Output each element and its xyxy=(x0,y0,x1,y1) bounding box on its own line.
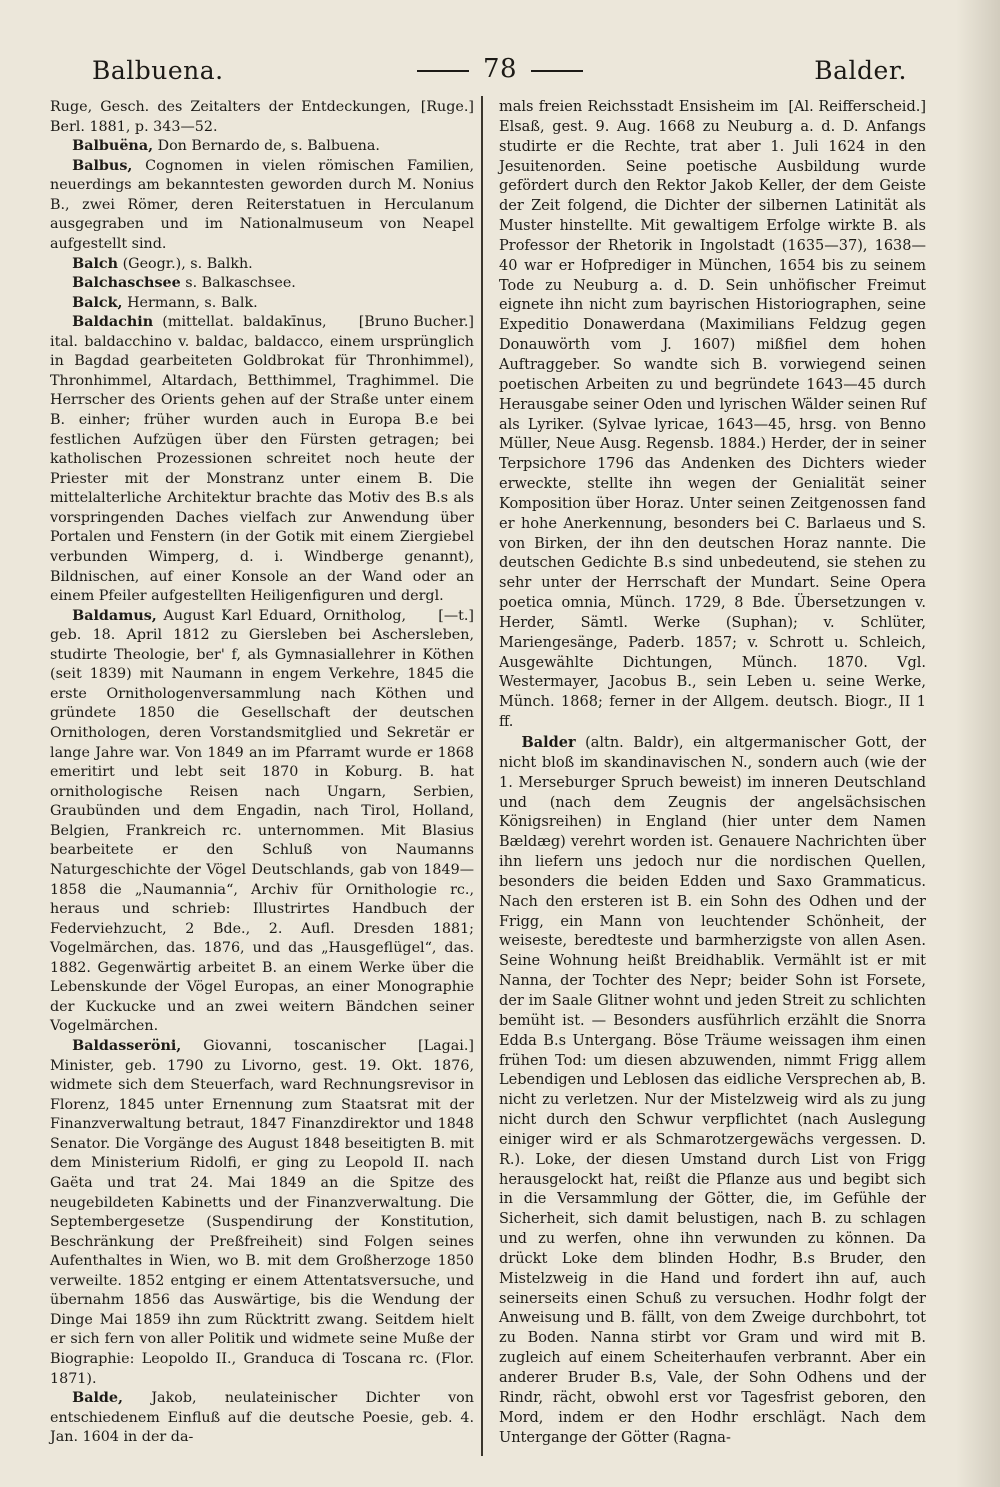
running-head-left: Balbuena. xyxy=(92,56,224,85)
running-head-right: Balder. xyxy=(814,56,907,85)
headword: Baldamus, xyxy=(72,607,157,624)
page-edge-shadow xyxy=(956,0,1000,1487)
entry-paragraph xyxy=(50,255,474,275)
headword: Balch xyxy=(72,255,119,272)
entry-paragraph xyxy=(499,98,926,733)
entry-text: Ruge, Gesch. des Zeitalters der Entdeckungen, Berl. 1881, p. 343—52. xyxy=(50,99,411,135)
author-signature: [Bruno Bucher.] xyxy=(358,314,474,331)
headword: Baldasseröni, xyxy=(72,1038,182,1054)
entry-paragraph xyxy=(50,157,474,255)
entry-paragraph xyxy=(50,98,474,137)
headword: Balder xyxy=(521,734,576,751)
author-signature: [—t.] xyxy=(438,607,474,624)
author-signature: [Al. Reifferscheid.] xyxy=(788,99,926,115)
headword: Balde, xyxy=(72,1390,124,1407)
headword: Baldachin xyxy=(72,314,154,331)
dash-right xyxy=(531,70,583,72)
headword: Balbuëna, xyxy=(72,138,154,155)
entry-text: (Geogr.), s. Balkh. xyxy=(118,255,253,272)
entry-paragraph xyxy=(50,1389,474,1448)
headword: Balchaschsee xyxy=(72,275,181,292)
column-rule xyxy=(481,96,483,1456)
entry-text: Jakob, neulateinischer Dichter von entschiedenem Einfluß auf die deutsche Poesie, geb. 4. Jan. 1604 in der da- xyxy=(50,1390,474,1446)
left-column xyxy=(50,98,474,1448)
entry-paragraph xyxy=(50,607,474,1037)
entry-paragraph xyxy=(50,294,474,314)
entry-text: August Karl Eduard, Ornitholog, geb. 18. April 1812 zu Giersleben bei Aschersleben, studirte Theologie, ber' f, als Gymnasiallehrer in Köthen (seit 1839) mit Naumann in engem Verkehre, 1845 die erste Ornithologenversammlung nach Köthen und gründete 1850 die Gesellschaft der deutschen Ornithologen, deren Vorstandsmitglied und Sekretär er lange Jahre war. Von 1849 an im Pfarramt wurde er 1868 emeritirt und lebt seit 1870 in Koburg. B. hat ornithologische Reisen nach Ungarn, Serbien, Graubünden und dem Engadin, nach Tirol, Holland, Belgien, Frankreich rc. unternommen. Mit Blasius bearbeitete er den Schluß von Naumanns Naturgeschichte der Vögel Deutschlands, gab von 1849—1858 die „Naumannia“, Archiv für Ornithologie rc., heraus und schrieb: Illustrirtes Handbuch der Federviehzucht, 2 Bde., 2. Aufl. Dresden 1881; Vogelmärchen, das. 1876, und das „Hausgeflügel“, das. 1882. Gegenwärtig arbeitet B. an einem Werke über die Lebenskunde der Vögel Europas, an einer Monographie der Kuckucke und an zwei weitern Bändchen seiner Vogelmärchen. xyxy=(50,607,474,1035)
right-column xyxy=(499,98,926,1448)
entry-paragraph xyxy=(50,137,474,157)
entry-text: Don Bernardo de, s. Balbuena. xyxy=(153,138,380,155)
entry-text: Giovanni, toscanischer Minister, geb. 1790 zu Livorno, gest. 19. Okt. 1876, widmete sich dem Steuerfach, ward Rechnungsrevisor in Florenz, 1845 unter Ernennung zum Staatsrat mit der Finanzverwaltung betraut, 1847 Finanzdirektor und 1848 Senator. Die Vorgänge des August 1848 beseitigten B. mit dem Ministerium Ridolfi, er ging zu Leopold II. nach Gaëta und trat 24. Mai 1849 an die Spitze des neugebildeten Kabinetts und der Finanzverwaltung. Die Septembergesetze (Suspendirung der Konstitution, Beschränkung der Preßfreiheit) sind Folgen seines Aufenthaltes in Wien, wo B. mit dem Großherzoge 1850 verweilte. 1852 entging er einem Attentatsversuche, und übernahm 1856 das Auswärtige, bis die Wendung der Dinge Mai 1859 ihn zum Rücktritt zwang. Seitdem hielt er sich fern von aller Politik und widmete seine Muße der Biographie: Leopoldo II., Granduca di Toscana rc. (Flor. 1871). xyxy=(50,1038,474,1387)
author-signature: [Lagai.] xyxy=(418,1038,474,1054)
headword: Balck, xyxy=(72,294,123,311)
entry-paragraph xyxy=(50,274,474,294)
entry-paragraph xyxy=(50,1037,474,1389)
dash-left xyxy=(417,70,469,72)
author-signature: [Ruge.] xyxy=(420,99,474,115)
entry-text: (mittellat. baldakīnus, ital. baldacchino v. baldac, baldacco, einem ursprünglich in Bagdad gearbeiteten Goldbrokat für Thronhimmel), Thronhimmel, Altardach, Betthimmel, Traghimmel. Die Herrscher des Orients gehen auf der Straße unter einem B. einher; früher wurden auch in Europa B.e bei festlichen Aufzügen über den Fürsten getragen; bei katholischen Prozessionen schreitet noch heute der Priester mit der Monstranz unter einem B. Die mittelalterliche Architektur brachte das Motiv des B.s als vorspringenden Daches vielfach zur Anwendung über Portalen und Fenstern (in der Gotik mit einem Ziergiebel verbunden Wimperg, d. i. Windberge genannt), Bildnischen, auf einer Konsole an der Wand oder an einem Pfeiler aufgestellten Heiligenfiguren und dergl. xyxy=(50,314,474,605)
page-number: 78 xyxy=(482,54,518,84)
entry-paragraph xyxy=(499,733,926,1448)
entry-text: mals freien Reichsstadt Ensisheim im Elsaß, gest. 9. Aug. 1668 zu Neuburg a. d. D. Anfangs studirte er die Rechte, trat aber 1. Juli 1624 in den Jesuitenorden. Seine poetische Ausbildung wurde gefördert durch den Rektor Jakob Keller, der dem Geiste der Zeit folgend, die Dichter der silbernen Latinität als Muster hinstellte. Mit gewaltigem Erfolge wirkte B. als Professor der Rhetorik in Ingolstadt (1635—37), 1638—40 war er Hofprediger in München, 1654 bis zu seinem Tode zu Neuburg a. d. D. Sein unhöfischer Freimut eignete ihn nicht zum bayrischen Historiographen, seine Expeditio Donawerdana (Maximilians Feldzug gegen Donauwörth vom J. 1607) mißfiel dem hohen Auftraggeber. So wandte sich B. vorwiegend seinen poetischen Arbeiten zu und begründete 1643—45 durch Herausgabe seiner Oden und lyrischen Wälder seinen Ruf als Lyriker. (Sylvae lyricae, 1643—45, hrsg. von Benno Müller, Neue Ausg. Regensb. 1884.) Herder, der in seiner Terpsichore 1796 das Andenken des Dichters wieder erweckte, stellte ihn wegen der Genialität seiner Komposition über Horaz. Unter seinen Zeitgenossen fand er hohe Anerkennung, besonders bei C. Barlaeus und S. von Birken, der ihn den deutschen Horaz nannte. Die deutschen Gedichte B.s sind unbedeutend, sie stehen zu sehr unter der Herrschaft der Mundart. Seine Opera poetica omnia, Münch. 1729, 8 Bde. Übersetzungen v. Herder, Sämtl. Werke (Suphan); v. Schlüter, Mariengesänge, Paderb. 1857; v. Schrott u. Schleich, Ausgewählte Dichtungen, Münch. 1870. Vgl. Westermayer, Jacobus B., sein Leben u. seine Werke, Münch. 1868; ferner in der Allgem. deutsch. Biogr., II 1 ff. xyxy=(499,99,926,731)
headword: Balbus, xyxy=(72,157,133,174)
entry-text: Hermann, s. Balk. xyxy=(122,294,258,311)
entry-text: (altn. Baldr), ein altgermanischer Gott, der nicht bloß im skandinavischen N., sondern auch (wie der 1. Merseburger Spruch beweist) im inneren Deutschland und (nach dem Zeugnis der angelsächsischen Königsreihen) in England (hier unter dem Namen Bældæg) verehrt worden ist. Genauere Nachrichten über ihn liefern uns jedoch nur die nordischen Quellen, besonders die beiden Edden und Saxo Grammaticus. Nach den ersteren ist B. ein Sohn des Odhen und der Frigg, ein Mann von leuchtender Schönheit, der weiseste, beredteste und barmherzigste von allen Asen. Seine Wohnung heißt Breidhablik. Vermählt ist er mit Nanna, der Tochter des Nepr; beider Sohn ist Forsete, der im Saale Glitner wohnt und jeden Streit zu schlichten bemüht ist. — Besonders ausführlich erzählt die Snorra Edda B.s Untergang. Böse Träume weissagen ihm einen frühen Tod: um diesen abzuwenden, nimmt Frigg allem Lebendigen und Leblosen das eidliche Versprechen ab, B. nicht zu verletzen. Nur der Mistelzweig wird als zu jung nicht durch den Schwur verpflichtet (nach Auslegung einiger wird er als Schmarotzergewächs vergessen. D. R.). Loke, der diesen Umstand durch List von Frigg herausgelockt hat, reißt die Pflanze aus und begibt sich in die Versammlung der Götter, die, im Gefühle der Sicherheit, sich damit belustigen, nach B. zu schlagen und zu werfen, ohne ihn verwunden zu können. Da drückt Loke dem blinden Hodhr, B.s Bruder, den Mistelzweig in die Hand und fordert ihn auf, auch seinerseits einen Schuß zu versuchen. Hodhr folgt der Anweisung und B. fällt, von dem Zweige durchbohrt, tot zu Boden. Nanna stirbt vor Gram und wird mit B. zugleich auf einem Scheiterhaufen verbrannt. Aber ein anderer Bruder B.s, Vale, der Sohn Odhens und der Rindr, rächt, obwohl erst vor Tagesfrist geboren, den Mord, indem er den Hodhr erschlägt. Nach dem Untergange der Götter (Ragna- xyxy=(499,735,926,1446)
entry-paragraph xyxy=(50,313,474,606)
entry-text: Cognomen in vielen römischen Familien, neuerdings am bekanntesten geworden durch M. Nonius B., zwei Römer, deren Reiterstatuen in Herculanum ausgegraben und im Nationalmuseum von Neapel aufgestellt sind. xyxy=(50,157,474,252)
entry-text: s. Balkaschsee. xyxy=(180,275,296,292)
